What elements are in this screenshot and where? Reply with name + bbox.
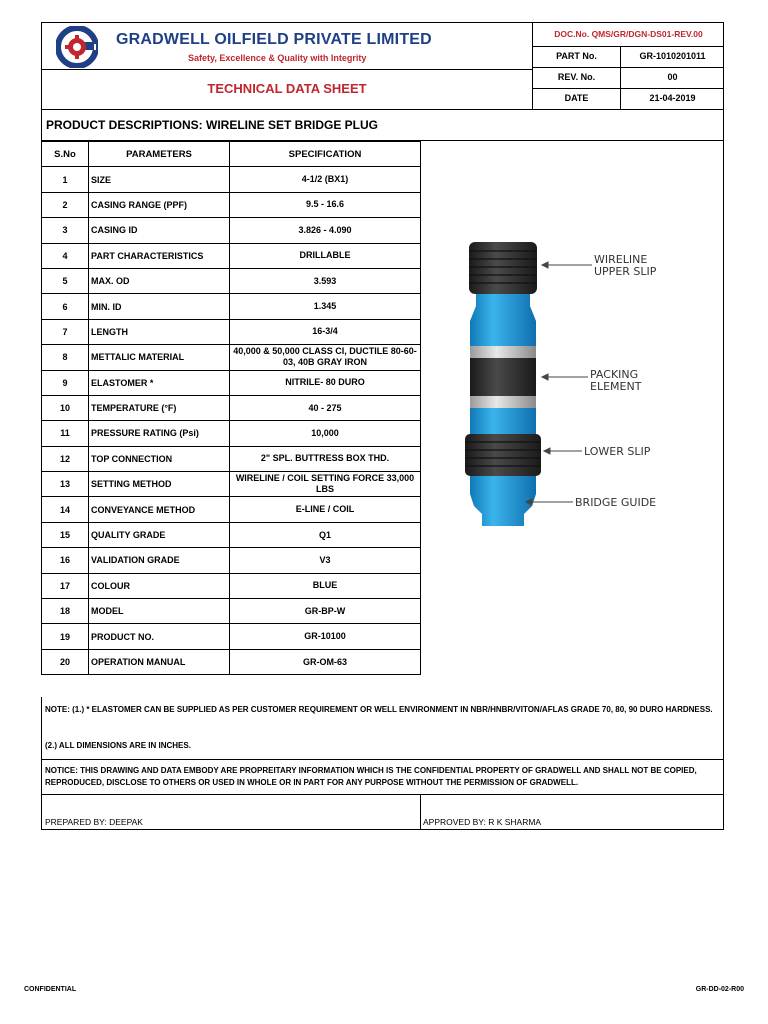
table-row bbox=[42, 243, 421, 268]
label-element: ELEMENT bbox=[590, 380, 642, 393]
logo-row bbox=[42, 23, 532, 70]
packing-element-shape bbox=[470, 358, 536, 396]
row-parameter: CONVEYANCE METHOD bbox=[89, 497, 230, 522]
row-sno: 6 bbox=[42, 294, 89, 319]
row-specification: BLUE bbox=[230, 573, 421, 598]
row-sno: 17 bbox=[42, 573, 89, 598]
table-row bbox=[42, 522, 421, 547]
rev-value: 00 bbox=[667, 72, 678, 82]
confidentiality-notice: NOTICE: THIS DRAWING AND DATA EMBODY ARE PROPREITARY INFORMATION WHICH IS THE CONFIDENTIAL PROPERTY OF GRADWELL AND SHALL NOT BE COPIED, REPRODUCED, DISCLOSE TO OTHERS OR USED IN WHOLE OR IN PART FOR ANY PURPOSE WITHOUT THE PERMISSION OF GRADWELL. bbox=[41, 760, 724, 795]
spec-table bbox=[41, 141, 421, 675]
row-specification: 40,000 & 50,000 CLASS CI, DUCTILE 80-60-03, 40B GRAY IRON bbox=[230, 345, 421, 370]
rev-row bbox=[533, 67, 724, 89]
prepared-by: PREPARED BY: DEEPAK bbox=[45, 817, 143, 827]
part-no-label: PART No. bbox=[533, 46, 621, 67]
lower-ring bbox=[470, 396, 536, 408]
row-sno: 12 bbox=[42, 446, 89, 471]
row-sno: 13 bbox=[42, 472, 89, 497]
table-row bbox=[42, 395, 421, 420]
row-specification: DRILLABLE bbox=[230, 243, 421, 268]
row-sno: 19 bbox=[42, 624, 89, 649]
part-no-value: GR-1010201011 bbox=[639, 51, 706, 61]
table-row bbox=[42, 167, 421, 192]
bridge-plug-drawing bbox=[420, 141, 723, 697]
table-row bbox=[42, 599, 421, 624]
row-specification: WIRELINE / COIL SETTING FORCE 33,000 LBS bbox=[230, 472, 421, 497]
footer-doc-code: GR-DD-02-R00 bbox=[695, 986, 744, 993]
row-specification: GR-BP-W bbox=[230, 599, 421, 624]
row-parameter: LENGTH bbox=[89, 319, 230, 344]
company-logo-icon bbox=[56, 26, 98, 68]
row-sno: 3 bbox=[42, 218, 89, 243]
bridge-guide-shape bbox=[470, 494, 536, 526]
document-title: TECHNICAL DATA SHEET bbox=[207, 81, 367, 96]
table-row bbox=[42, 294, 421, 319]
table-row bbox=[42, 192, 421, 217]
row-sno: 1 bbox=[42, 167, 89, 192]
label-upper-slip: UPPER SLIP bbox=[594, 265, 657, 278]
table-row bbox=[42, 548, 421, 573]
label-lower-slip: LOWER SLIP bbox=[584, 445, 651, 458]
row-specification: 9.5 - 16.6 bbox=[230, 192, 421, 217]
table-row bbox=[42, 446, 421, 471]
row-specification: 3.593 bbox=[230, 268, 421, 293]
col-header-parameters: PARAMETERS bbox=[89, 142, 230, 167]
row-sno: 14 bbox=[42, 497, 89, 522]
mid-body bbox=[470, 408, 536, 434]
row-parameter: TOP CONNECTION bbox=[89, 446, 230, 471]
company-name: GRADWELL OILFIELD PRIVATE LIMITED bbox=[116, 31, 432, 48]
table-row bbox=[42, 218, 421, 243]
lower-slip bbox=[465, 434, 541, 476]
label-bridge-guide: BRIDGE GUIDE bbox=[575, 496, 657, 509]
notes-section bbox=[41, 697, 724, 760]
product-drawing-area bbox=[420, 141, 724, 697]
header-meta bbox=[532, 23, 724, 109]
date-row bbox=[533, 88, 724, 109]
row-parameter: QUALITY GRADE bbox=[89, 522, 230, 547]
row-parameter: TEMPERATURE (°F) bbox=[89, 395, 230, 420]
row-parameter: VALIDATION GRADE bbox=[89, 548, 230, 573]
table-row bbox=[42, 268, 421, 293]
row-specification: 2" SPL. BUTTRESS BOX THD. bbox=[230, 446, 421, 471]
row-sno: 15 bbox=[42, 522, 89, 547]
doc-number-row bbox=[533, 23, 724, 47]
row-specification: 10,000 bbox=[230, 421, 421, 446]
table-row bbox=[42, 421, 421, 446]
row-sno: 7 bbox=[42, 319, 89, 344]
row-parameter: CASING RANGE (PPF) bbox=[89, 192, 230, 217]
row-parameter: METTALIC MATERIAL bbox=[89, 345, 230, 370]
col-header-specification: SPECIFICATION bbox=[230, 142, 421, 167]
table-row bbox=[42, 497, 421, 522]
upper-slip bbox=[469, 242, 537, 294]
row-specification: GR-10100 bbox=[230, 624, 421, 649]
row-sno: 10 bbox=[42, 395, 89, 420]
header-left bbox=[42, 23, 532, 109]
row-sno: 9 bbox=[42, 370, 89, 395]
signoff-row bbox=[41, 795, 724, 830]
row-parameter: MIN. ID bbox=[89, 294, 230, 319]
row-parameter: MAX. OD bbox=[89, 268, 230, 293]
row-specification: GR-OM-63 bbox=[230, 649, 421, 674]
row-parameter: CASING ID bbox=[89, 218, 230, 243]
row-sno: 4 bbox=[42, 243, 89, 268]
upper-body bbox=[470, 294, 536, 346]
col-header-sno: S.No bbox=[42, 142, 89, 167]
row-parameter: PART CHARACTERISTICS bbox=[89, 243, 230, 268]
row-specification: E-LINE / COIL bbox=[230, 497, 421, 522]
spec-table-header bbox=[42, 142, 421, 167]
row-specification: V3 bbox=[230, 548, 421, 573]
note-elastomer: NOTE: (1.) * ELASTOMER CAN BE SUPPLIED AS PER CUSTOMER REQUIREMENT OR WELL ENVIRONMENT IN NBR/HNBR/VITON/AFLAS GRADE 70, 80, 90 DURO HARDNESS. bbox=[45, 705, 713, 714]
row-parameter: OPERATION MANUAL bbox=[89, 649, 230, 674]
signoff-divider bbox=[420, 795, 421, 829]
row-sno: 5 bbox=[42, 268, 89, 293]
product-description: PRODUCT DESCRIPTIONS: WIRELINE SET BRIDGE PLUG bbox=[41, 110, 724, 141]
footer-confidential: CONFIDENTIAL bbox=[24, 986, 77, 993]
row-specification: Q1 bbox=[230, 522, 421, 547]
row-sno: 11 bbox=[42, 421, 89, 446]
row-specification: NITRILE- 80 DURO bbox=[230, 370, 421, 395]
upper-ring bbox=[470, 346, 536, 358]
row-parameter: SIZE bbox=[89, 167, 230, 192]
approved-by: APPROVED BY: R K SHARMA bbox=[423, 817, 542, 827]
row-parameter: PRESSURE RATING (Psi) bbox=[89, 421, 230, 446]
rev-label: REV. No. bbox=[533, 67, 621, 88]
row-specification: 1.345 bbox=[230, 294, 421, 319]
row-specification: 3.826 - 4.090 bbox=[230, 218, 421, 243]
table-row bbox=[42, 345, 421, 370]
row-specification: 4-1/2 (BX1) bbox=[230, 167, 421, 192]
table-row bbox=[42, 319, 421, 344]
row-parameter: SETTING METHOD bbox=[89, 472, 230, 497]
row-parameter: PRODUCT NO. bbox=[89, 624, 230, 649]
row-sno: 18 bbox=[42, 599, 89, 624]
label-packing: PACKING bbox=[590, 368, 639, 381]
company-tagline: Safety, Excellence & Quality with Integrity bbox=[188, 53, 367, 63]
table-row bbox=[42, 649, 421, 674]
row-parameter: COLOUR bbox=[89, 573, 230, 598]
table-row bbox=[42, 370, 421, 395]
label-wireline: WIRELINE bbox=[594, 253, 648, 266]
table-row bbox=[42, 624, 421, 649]
row-sno: 20 bbox=[42, 649, 89, 674]
lower-body bbox=[470, 476, 536, 494]
part-no-row bbox=[533, 46, 724, 68]
row-sno: 2 bbox=[42, 192, 89, 217]
row-sno: 8 bbox=[42, 345, 89, 370]
row-parameter: ELASTOMER * bbox=[89, 370, 230, 395]
row-sno: 16 bbox=[42, 548, 89, 573]
table-row bbox=[42, 472, 421, 497]
date-label: DATE bbox=[533, 88, 621, 109]
date-value: 21-04-2019 bbox=[649, 93, 696, 103]
document-header bbox=[41, 22, 724, 110]
row-specification: 16-3/4 bbox=[230, 319, 421, 344]
row-parameter: MODEL bbox=[89, 599, 230, 624]
table-row bbox=[42, 573, 421, 598]
doc-number: DOC.No. QMS/GR/DGN-DS01-REV.00 bbox=[554, 29, 703, 39]
note-dimensions: (2.) ALL DIMENSIONS ARE IN INCHES. bbox=[45, 741, 191, 750]
row-specification: 40 - 275 bbox=[230, 395, 421, 420]
